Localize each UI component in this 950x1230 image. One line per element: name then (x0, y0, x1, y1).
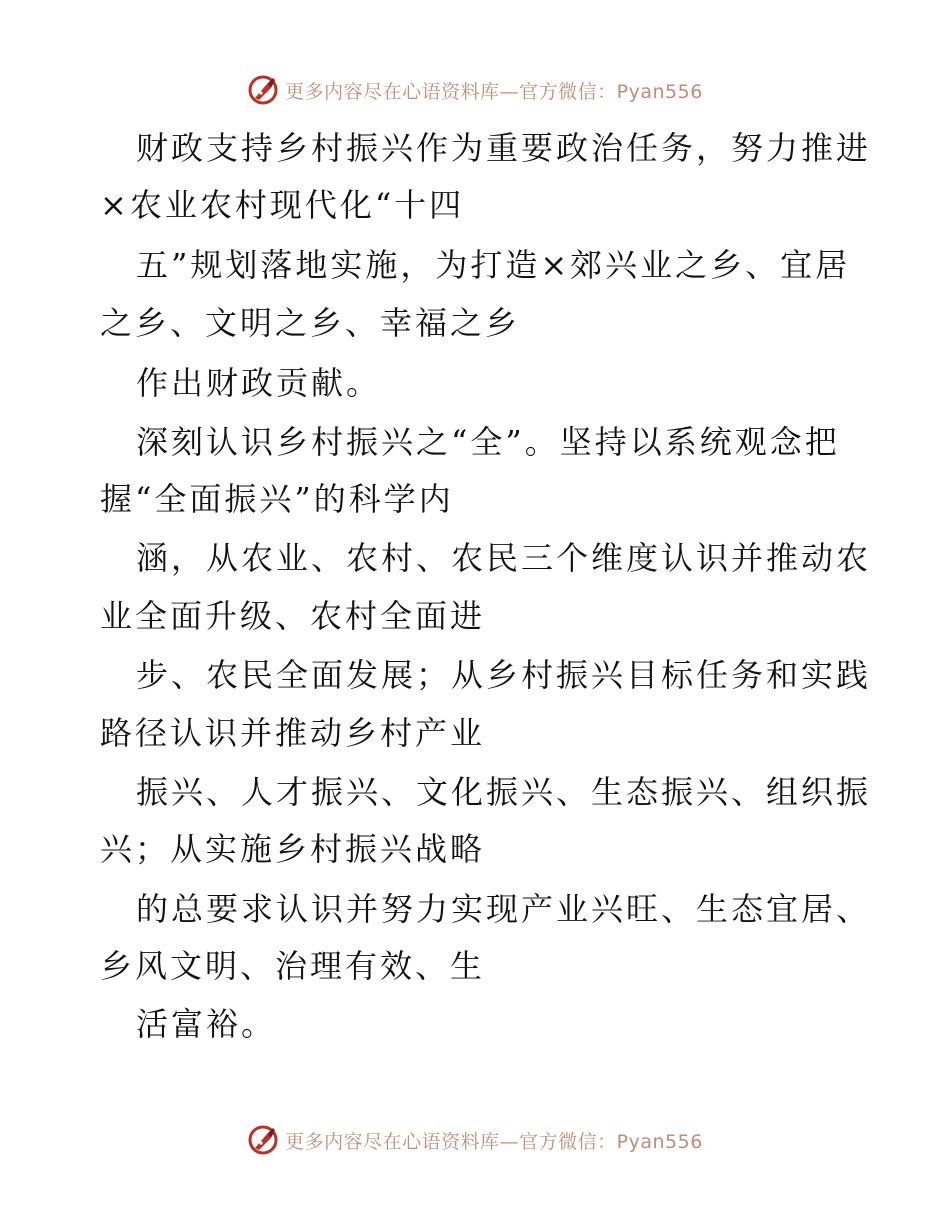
paragraph-line: 之乡、文明之乡、幸福之乡 (100, 304, 521, 342)
paragraph-line: 路径认识并推动乡村产业 (100, 714, 486, 752)
banner-title: 更多内容尽在心语资料库—官方微信： (285, 1130, 617, 1153)
paragraph-line: 振兴、人才振兴、文化振兴、生态振兴、组织振 (136, 773, 872, 811)
paragraph-line: 兴；从实施乡村振兴战略 (100, 830, 486, 868)
paragraph-line: 步、农民全面发展；从乡村振兴目标任务和实践 (136, 656, 872, 694)
paragraph-line: 的总要求认识并努力实现产业兴旺、生态宜居、 (136, 890, 872, 928)
paragraph-line: ×农业农村现代化“十四 (100, 186, 465, 224)
paragraph-line: 五”规划落地实施，为打造×郊兴业之乡、宜居 (136, 246, 851, 284)
wechat-id: Pyan556 (616, 80, 703, 103)
pen-logo-icon (247, 1124, 279, 1156)
banner-title: 更多内容尽在心语资料库—官方微信： (285, 80, 617, 103)
paragraph-line: 乡风文明、治理有效、生 (100, 947, 486, 985)
paragraph-line: 深刻认识乡村振兴之“全”。坚持以系统观念把 (136, 423, 840, 461)
pen-logo-icon (247, 74, 279, 106)
footer-banner (0, 1120, 950, 1160)
paragraph-line: 财政支持乡村振兴作为重要政治任务，努力推进 (136, 129, 872, 167)
header-banner (0, 70, 950, 110)
paragraph-line: 活富裕。 (136, 1005, 277, 1043)
paragraph-line: 握“全面振兴”的科学内 (100, 480, 454, 518)
wechat-id: Pyan556 (616, 1130, 703, 1153)
paragraph-line: 业全面升级、农村全面进 (100, 597, 486, 635)
paragraph-line: 作出财政贡献。 (136, 364, 382, 402)
paragraph-line: 涵，从农业、农村、农民三个维度认识并推动农 (136, 539, 872, 577)
